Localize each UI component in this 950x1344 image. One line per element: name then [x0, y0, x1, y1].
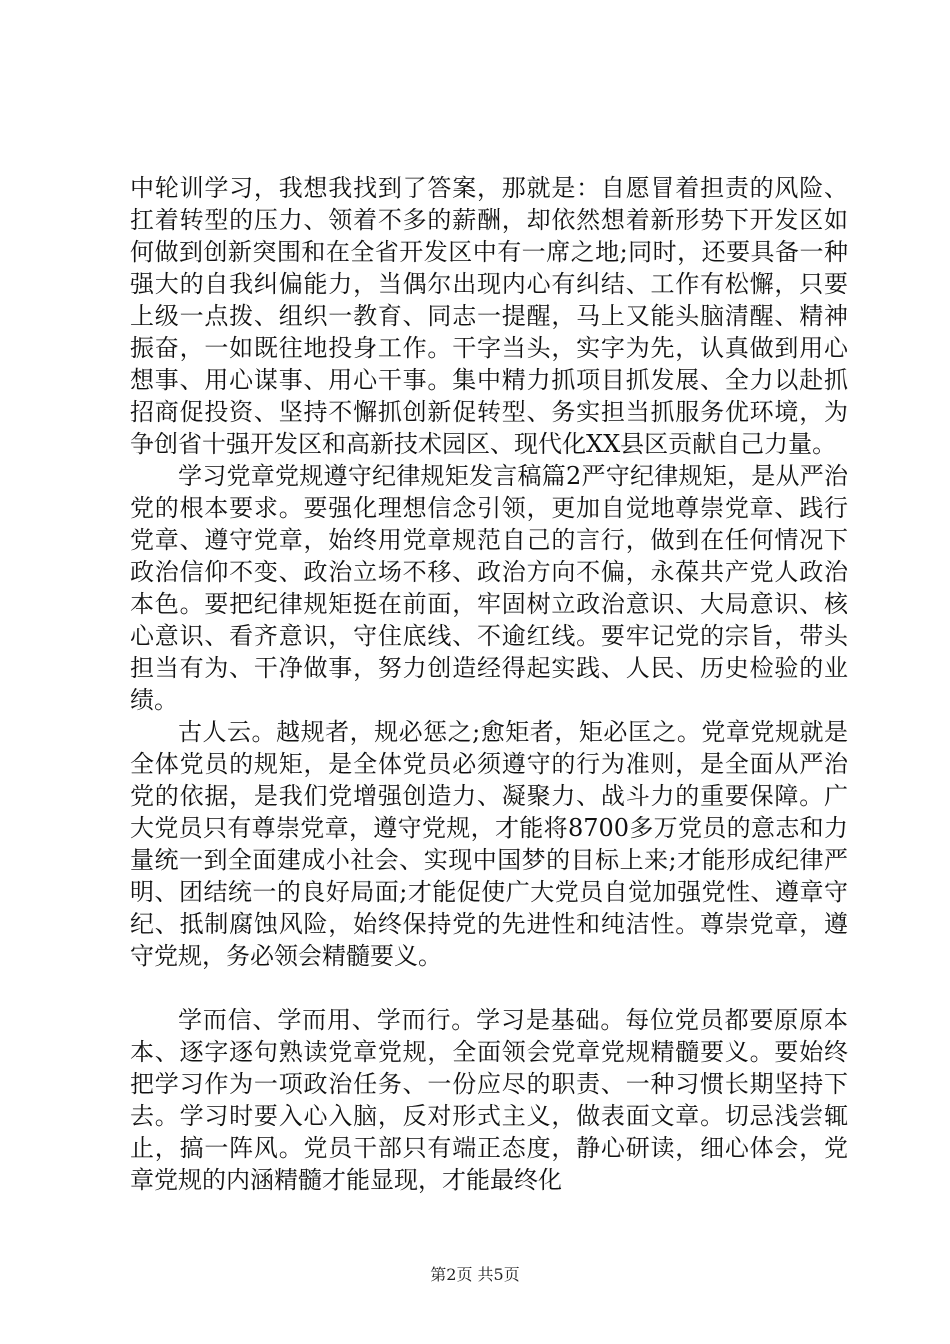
paragraph-4: 学而信、学而用、学而行。学习是基础。每位党员都要原原本本、逐字逐句熟读党章党规，全面领会党章党规精髓要义。要始终把学习作为一项政治任务、一份应尽的职责、一种习惯长期坚持下去。学习时要入心入脑，反对形式主义，做表面文章。切忌浅尝辄止，搞一阵风。党员干部只有端正态度，静心研读，细心体会，党章党规的内涵精髓才能显现，才能最终化 — [130, 1006, 848, 1194]
page-number-footer: 第2页 共5页 — [430, 1265, 520, 1284]
paragraph-2: 学习党章党规遵守纪律规矩发言稿篇2严守纪律规矩，是从严治党的根本要求。要强化理想信念引领，更加自觉地尊崇党章、践行党章、遵守党章，始终用党章规范自己的言行，做到在任何情况下政治信仰不变、政治立场不移、政治方向不偏，永葆共产党人政治本色。要把纪律规矩挺在前面，牢固树立政治意识、大局意识、核心意识、看齐意识，守住底线、不逾红线。要牢记党的宗旨，带头担当有为、干净做事，努力创造经得起实践、人民、历史检验的业绩。 — [130, 462, 848, 714]
paragraph-1: 中轮训学习，我想我找到了答案，那就是：自愿冒着担责的风险、扛着转型的压力、领着不多的薪酬，却依然想着新形势下开发区如何做到创新突围和在全省开发区中有一席之地;同时，还要具备一种强大的自我纠偏能力，当偶尔出现内心有纠结、工作有松懈，只要上级一点拨、组织一教育、同志一提醒，马上又能头脑清醒、精神振奋，一如既往地投身工作。干字当头，实字为先，认真做到用心想事、用心谋事、用心干事。集中精力抓项目抓发展、全力以赴抓招商促投资、坚持不懈抓创新促转型、务实担当抓服务优环境，为争创省十强开发区和高新技术园区、现代化XX县区贡献自己力量。 — [130, 174, 848, 458]
paragraph-3: 古人云。越规者，规必惩之;愈矩者，矩必匡之。党章党规就是全体党员的规矩，是全体党员必须遵守的行为准则，是全面从严治党的依据，是我们党增强创造力、凝聚力、战斗力的重要保障。广大党员只有尊崇党章，遵守党规，才能将8700多万党员的意志和力量统一到全面建成小社会、实现中国梦的目标上来;才能形成纪律严明、团结统一的良好局面;才能促使广大党员自觉加强党性、遵章守纪、抵制腐蚀风险，始终保持党的先进性和纯洁性。尊崇党章，遵守党规，务必领会精髓要义。 — [130, 718, 848, 970]
document-body — [130, 172, 848, 1196]
